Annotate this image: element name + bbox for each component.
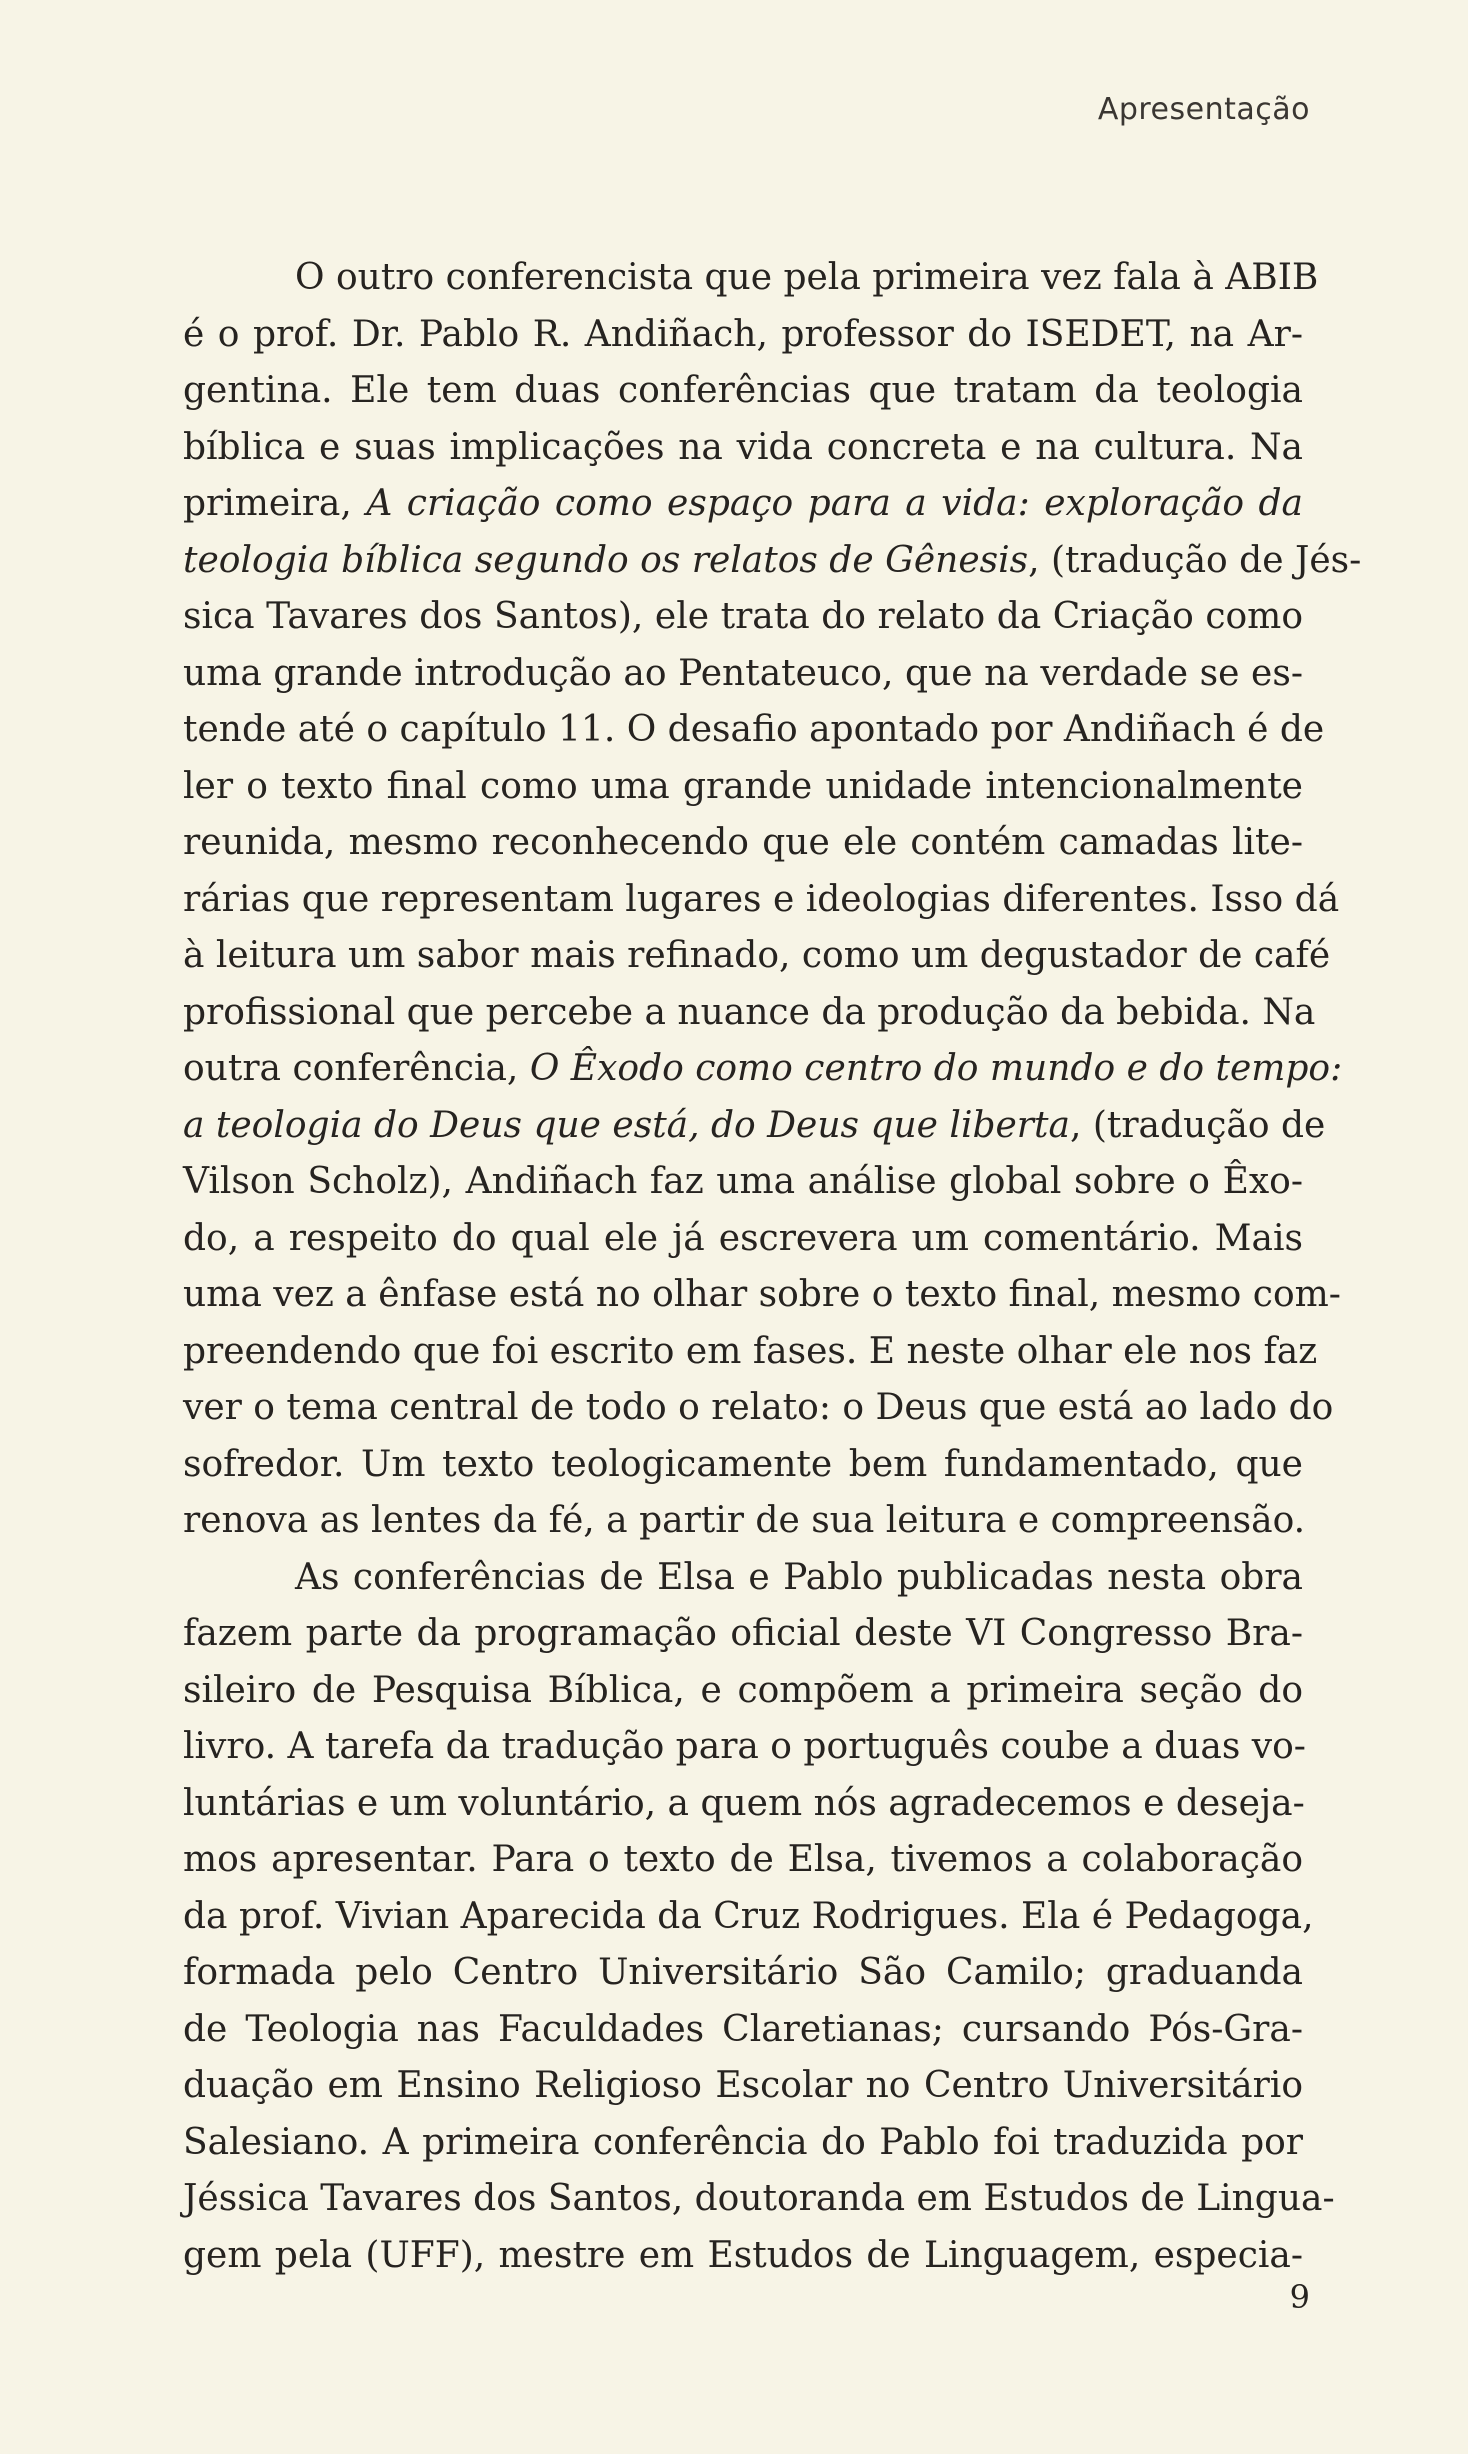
text-line: da prof. Vivian Aparecida da Cruz Rodrigues. Ela é Pedagoga, xyxy=(183,1895,1314,1937)
text-line: Vilson Scholz), Andiñach faz uma análise global sobre o Êxo- xyxy=(183,1161,1303,1202)
text-line: O outro conferencista que pela primeira vez fala à ABIB xyxy=(295,257,1319,298)
text-line: ver o tema central de todo o relato: o Deus que está ao lado do xyxy=(183,1387,1334,1428)
text-line: sica Tavares dos Santos), ele trata do relato da Criação como xyxy=(183,596,1303,637)
italic-title-run: a teologia do Deus que está, do Deus que liberta xyxy=(183,1104,1070,1146)
text-line xyxy=(183,533,1362,590)
text-line: mos apresentar. Para o texto de Elsa, tivemos a colaboração xyxy=(183,1839,1303,1880)
text-line: de Teologia nas Faculdades Claretianas; cursando Pós-Gra- xyxy=(183,2008,1303,2050)
text-line xyxy=(183,1098,1326,1155)
text-line: gem pela (UFF), mestre em Estudos de Linguagem, especia- xyxy=(183,2234,1303,2276)
text-line: rárias que representam lugares e ideologias diferentes. Isso dá xyxy=(183,878,1340,920)
italic-title-run: teologia bíblica segundo os relatos de Gênesis xyxy=(183,539,1029,581)
text-line: bíblica e suas implicações na vida concreta e na cultura. Na xyxy=(183,426,1303,468)
text-line: preendendo que foi escrito em fases. E neste olhar ele nos faz xyxy=(183,1330,1318,1372)
text-line: tende até o capítulo 11. O desafio apontado por Andiñach é de xyxy=(183,709,1325,750)
text-line: livro. A tarefa da tradução para o português coube a duas vo- xyxy=(183,1726,1306,1767)
paragraph-2 xyxy=(183,1550,1335,2285)
text-run: , (tradução de xyxy=(1069,1104,1326,1146)
text-line: uma vez a ênfase está no olhar sobre o texto final, mesmo com- xyxy=(183,1274,1341,1315)
text-line: do, a respeito do qual ele já escrevera um comentário. Mais xyxy=(183,1217,1303,1259)
running-header: Apresentação xyxy=(1097,92,1310,127)
text-line: sofredor. Um texto teologicamente bem fundamentado, que xyxy=(183,1443,1303,1485)
italic-title-run: A criação como espaço para a vida: exploração da xyxy=(366,483,1304,524)
page-number: 9 xyxy=(1289,2278,1310,2316)
text-run: outra conferência, xyxy=(183,1048,530,1089)
text-line: é o prof. Dr. Pablo R. Andiñach, professor do ISEDET, na Ar- xyxy=(183,313,1303,355)
text-run: primeira, xyxy=(183,483,367,524)
text-line: reunida, mesmo reconhecendo que ele contém camadas lite- xyxy=(183,822,1303,863)
body-text xyxy=(183,250,1362,2284)
italic-title-run: O Êxodo como centro do mundo e do tempo: xyxy=(529,1048,1343,1089)
text-line: uma grande introdução ao Pentateuco, que na verdade se es- xyxy=(183,652,1303,694)
text-line: Salesiano. A primeira conferência do Pablo foi traduzida por xyxy=(183,2121,1303,2163)
text-line: gentina. Ele tem duas conferências que tratam da teologia xyxy=(183,370,1303,411)
text-line: à leitura um sabor mais refinado, como um degustador de café xyxy=(183,935,1331,976)
text-line: As conferências de Elsa e Pablo publicadas nesta obra xyxy=(295,1556,1303,1598)
text-line xyxy=(183,476,1303,533)
text-line: ler o texto final como uma grande unidade intencionalmente xyxy=(183,765,1303,807)
text-line: formada pelo Centro Universitário São Camilo; graduanda xyxy=(183,1952,1303,1993)
text-line: profissional que percebe a nuance da produção da bebida. Na xyxy=(183,991,1316,1033)
text-line xyxy=(183,1041,1343,1098)
text-line: sileiro de Pesquisa Bíblica, e compõem a primeira seção do xyxy=(183,1669,1303,1711)
text-line: Jéssica Tavares dos Santos, doutoranda em Estudos de Lingua- xyxy=(183,2178,1335,2219)
text-line: fazem parte da programação oficial deste VI Congresso Bra- xyxy=(183,1613,1303,1654)
text-line: renova as lentes da fé, a partir de sua leitura e compreensão. xyxy=(183,1500,1306,1541)
text-run: , (tradução de Jés- xyxy=(1028,539,1362,581)
paragraph-1 xyxy=(183,250,1362,1550)
text-line: luntárias e um voluntário, a quem nós agradecemos e deseja- xyxy=(183,1782,1305,1824)
text-line: duação em Ensino Religioso Escolar no Centro Universitário xyxy=(183,2065,1303,2106)
